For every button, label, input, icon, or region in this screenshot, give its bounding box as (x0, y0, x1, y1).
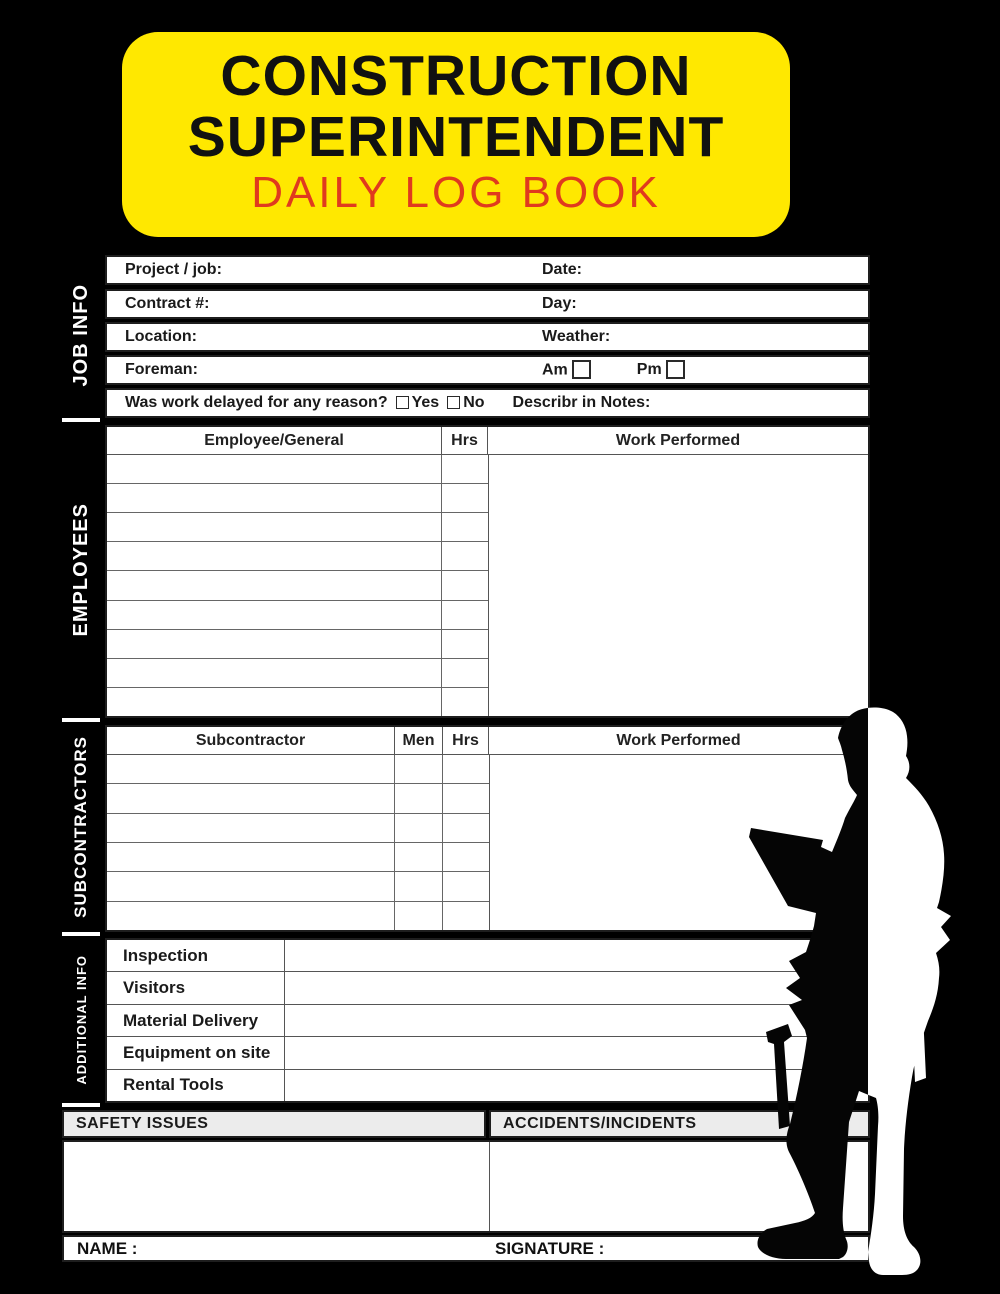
pm-label: Pm (636, 361, 662, 379)
material-delivery-label: Material Delivery (107, 1005, 285, 1036)
job-info-row (105, 322, 870, 352)
signature-label: SIGNATURE : (495, 1238, 605, 1258)
subcontractor-header: Subcontractor (107, 727, 395, 754)
column-divider (489, 1142, 490, 1231)
employees-table (105, 425, 870, 718)
pm-checkbox (666, 360, 685, 379)
empty-table-row (107, 601, 488, 630)
rental-tools-label: Rental Tools (107, 1070, 285, 1101)
hrs-header: Hrs (443, 727, 489, 754)
foreman-label: Foreman: (125, 361, 198, 378)
hrs-header: Hrs (442, 427, 488, 454)
empty-table-row (107, 571, 488, 600)
sidebar-job-info-label: JOB INFO (69, 284, 92, 387)
title-line-2: SUPERINTENDENT (187, 105, 725, 169)
am-pm-group (542, 360, 689, 381)
empty-table-row (107, 755, 489, 784)
weather-label: Weather: (542, 328, 611, 345)
sidebar-subcontractors (62, 722, 100, 932)
name-label: NAME : (77, 1238, 138, 1258)
sidebar-subcontractors-label: SUBCONTRACTORS (71, 736, 90, 918)
empty-table-row (107, 542, 488, 571)
contract-label: Contract #: (125, 295, 210, 312)
safety-issues-label: SAFETY ISSUES (76, 1115, 209, 1132)
empty-table-row (107, 455, 488, 484)
describe-notes-label: Describr in Notes: (512, 394, 651, 411)
accidents-incidents-label: ACCIDENTS/INCIDENTS (503, 1115, 697, 1132)
empty-table-row (107, 872, 489, 901)
yes-label: Yes (411, 394, 440, 411)
work-performed-header: Work Performed (615, 431, 741, 449)
employees-rows (107, 455, 489, 716)
men-header: Men (395, 727, 443, 754)
job-info-row (105, 355, 870, 385)
project-job-label: Project / job: (125, 261, 222, 278)
employees-table-header (107, 427, 868, 455)
employees-table-body (107, 455, 868, 716)
empty-table-row (107, 902, 489, 930)
employee-general-header: Employee/General (107, 427, 442, 454)
title-line-1: CONSTRUCTION (220, 44, 692, 108)
title-banner (122, 32, 790, 237)
empty-table-row (107, 659, 488, 688)
sidebar-employees-label: EMPLOYEES (69, 503, 92, 637)
empty-table-row (107, 814, 489, 843)
empty-table-row (107, 688, 488, 716)
sidebar-additional-info (62, 936, 100, 1103)
delay-question-label: Was work delayed for any reason? (125, 394, 388, 411)
sidebar-additional-info-label: ADDITIONAL INFO (73, 954, 89, 1085)
equipment-on-site-label: Equipment on site (107, 1037, 285, 1068)
am-checkbox (572, 360, 591, 379)
date-label: Date: (542, 261, 583, 278)
no-checkbox (447, 396, 460, 409)
employees-work-performed-area (489, 455, 868, 716)
location-label: Location: (125, 328, 197, 345)
job-info-row (105, 289, 870, 319)
safety-issues-header (62, 1110, 486, 1138)
work-performed-header: Work Performed (616, 731, 741, 749)
title-subtitle: DAILY LOG BOOK (251, 168, 661, 217)
sidebar-employees (62, 422, 100, 718)
empty-table-row (107, 513, 488, 542)
inspection-label: Inspection (107, 940, 285, 971)
day-label: Day: (542, 295, 577, 312)
am-label: Am (542, 361, 568, 379)
sidebar-job-info (62, 253, 100, 418)
sidebar-separator (62, 1103, 100, 1107)
yes-checkbox (396, 396, 409, 409)
work-delayed-row (105, 388, 870, 418)
empty-table-row (107, 630, 488, 659)
empty-table-row (107, 843, 489, 872)
job-info-row (105, 255, 870, 285)
no-label: No (463, 394, 485, 411)
empty-table-row (107, 784, 489, 813)
subcontractors-rows (107, 755, 490, 930)
visitors-label: Visitors (107, 972, 285, 1003)
empty-table-row (107, 484, 488, 513)
